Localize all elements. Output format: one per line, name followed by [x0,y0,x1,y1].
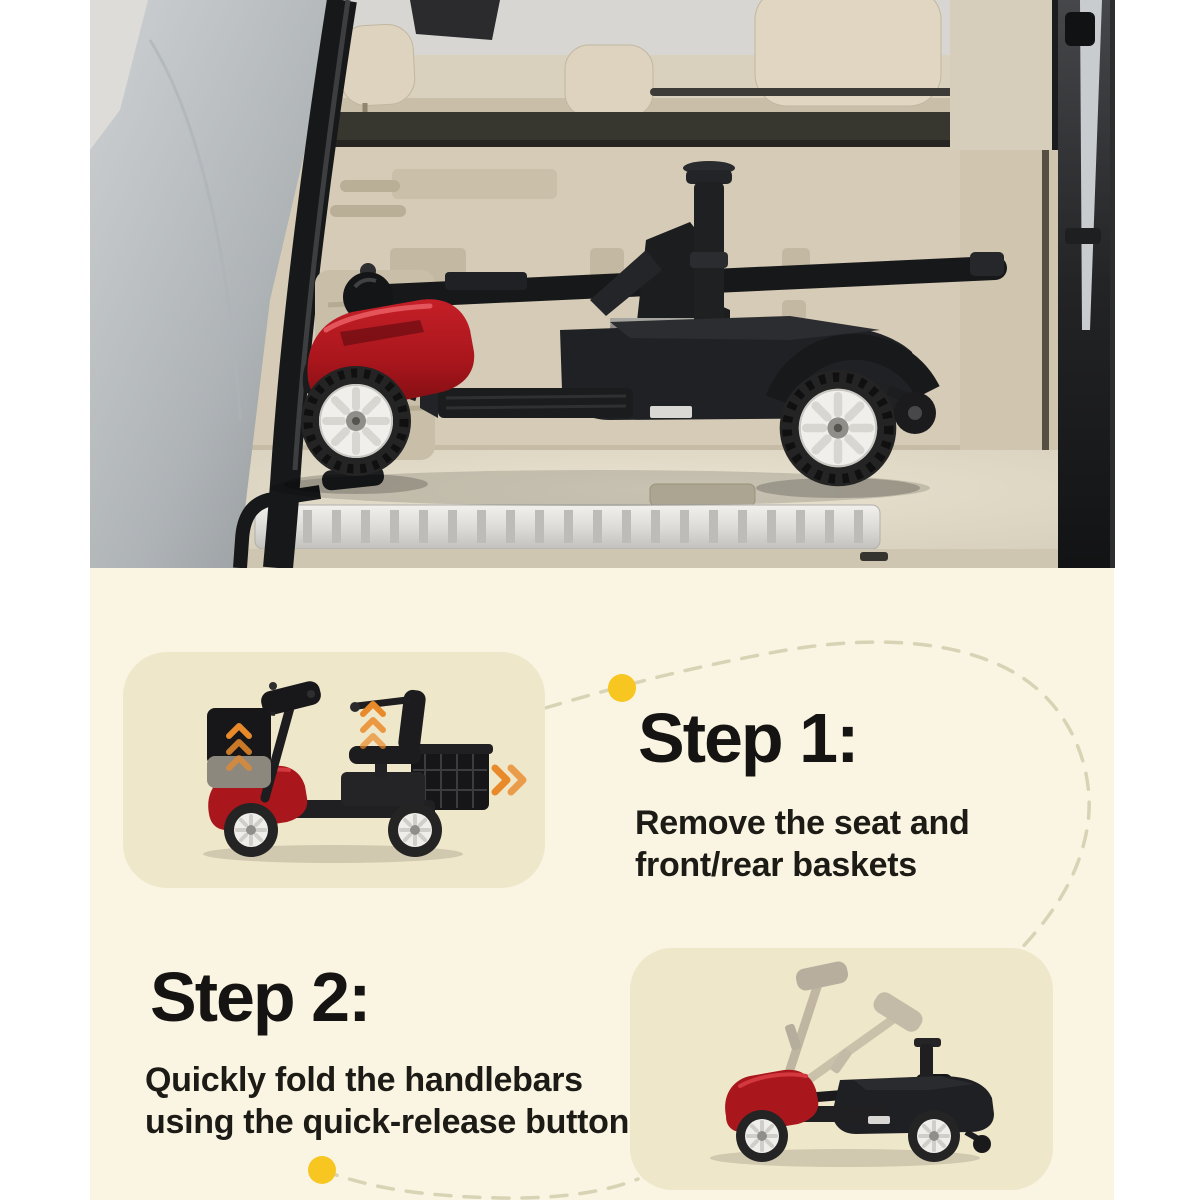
sill-latch [860,552,888,561]
open-tailgate-frame [1058,0,1115,568]
seat-remove-arrows [363,704,383,746]
hero-photo [90,0,1115,568]
step2-line1: Quickly fold the handlebars [145,1061,583,1099]
front-wheel [736,1110,788,1162]
step1-line2: front/rear baskets [635,846,917,884]
deck [438,388,633,418]
step2-yellow-dot [308,1156,336,1184]
label-sticker [650,406,692,418]
step2-description [145,1059,629,1143]
rear-wheel [908,1110,960,1162]
step1-description [635,802,969,886]
step2-title: Step 2: [150,958,370,1036]
step1-title: Step 1: [638,699,858,777]
instructions-section [90,568,1114,1200]
door-window-corner [410,0,500,40]
step1-illustration-card [123,652,545,888]
rear-wheel [780,370,897,487]
step2-illustration-card [630,948,1053,1190]
front-wheel [301,366,411,476]
rear-wheel [388,803,442,857]
step2-line2: using the quick-release button [145,1103,630,1141]
scuff-plate [255,505,880,549]
step1-yellow-dot [608,674,636,702]
step1-scooter-illustration [123,652,545,888]
rear-basket-remove-arrows [495,768,523,792]
dashed-curve-bottom [322,1170,638,1198]
bumper-sill [238,549,1100,568]
door-handle [1065,12,1095,46]
front-wheel [224,803,278,857]
anti-tip-wheel [966,1132,991,1153]
step2-scooter-illustration [630,948,1053,1190]
step1-line1: Remove the seat and [635,804,970,842]
label-sticker [868,1116,890,1124]
trunk-photo-illustration [90,0,1115,568]
